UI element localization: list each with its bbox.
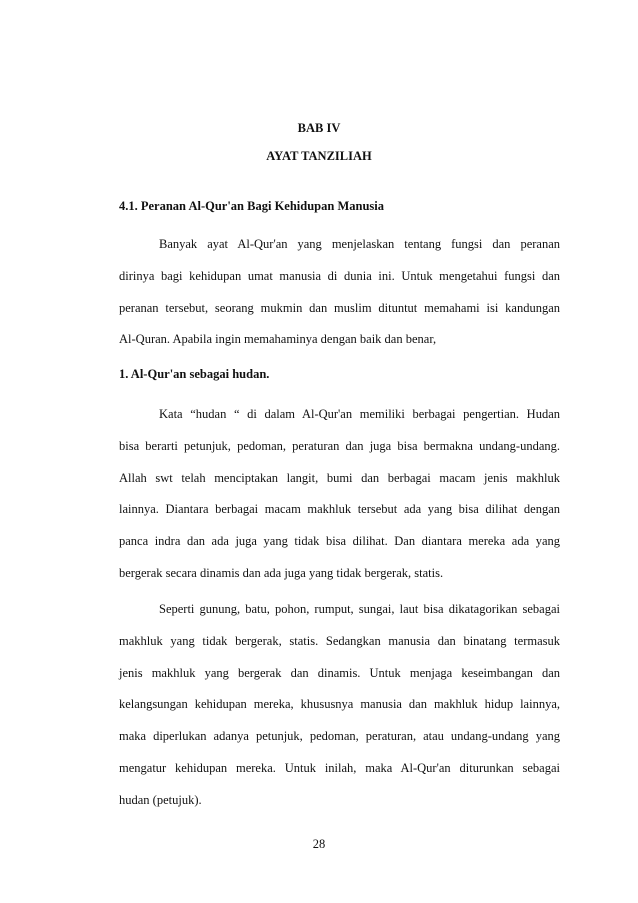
text-line: bergerak secara dinamis dan ada juga yang tidak bergerak, statis. bbox=[119, 565, 444, 580]
text-line: peranan tersebut, seorang mukmin dan muslim dituntut memahami isi kandungan bbox=[119, 300, 560, 315]
subsection-heading: 1. Al-Qur'an sebagai hudan. bbox=[119, 367, 270, 381]
text-line: mengatur kehidupan mereka. Untuk inilah, maka Al-Qur'an diturunkan sebagai bbox=[119, 760, 560, 775]
text-line: lainnya. Diantara berbagai macam makhluk tersebut ada yang bisa dilihat dengan bbox=[119, 502, 560, 517]
text-line: Seperti gunung, batu, pohon, rumput, sungai, laut bisa dikatagorikan sebagai bbox=[159, 602, 560, 616]
text-line: Al-Quran. Apabila ingin memahaminya dengan baik dan benar, bbox=[119, 332, 437, 347]
text-line: Allah swt telah menciptakan langit, bumi dan berbagai macam jenis makhluk bbox=[119, 470, 560, 485]
chapter-title: AYAT TANZILIAH bbox=[266, 149, 372, 163]
chapter-label: BAB IV bbox=[297, 121, 341, 135]
paragraph-2 bbox=[119, 406, 560, 597]
section-heading: 4.1. Peranan Al-Qur'an Bagi Kehidupan Manusia bbox=[119, 199, 384, 213]
text-line: hudan (petujuk). bbox=[119, 792, 202, 807]
text-line: Banyak ayat Al-Qur'an yang menjelaskan tentang fungsi dan peranan bbox=[159, 237, 560, 251]
text-line: kelangsungan kehidupan mereka, khususnya manusia dan makhluk hidup lainnya, bbox=[119, 697, 560, 712]
paragraph-1 bbox=[119, 236, 560, 363]
text-line: dirinya bagi kehidupan umat manusia di dunia ini. Untuk mengetahui fungsi dan bbox=[119, 268, 560, 283]
text-line: bisa berarti petunjuk, pedoman, peraturan dan juga bisa bermakna undang-undang. bbox=[119, 438, 560, 453]
paragraph-3 bbox=[119, 601, 560, 824]
text-line: maka diperlukan adanya petunjuk, pedoman, peraturan, atau undang-undang yang bbox=[119, 729, 560, 744]
text-line: makhluk yang tidak bergerak, statis. Sedangkan manusia dan binatang termasuk bbox=[119, 633, 560, 648]
page-number: 28 bbox=[312, 837, 326, 851]
text-line: Kata “hudan “ di dalam Al-Qur'an memiliki berbagai pengertian. Hudan bbox=[159, 407, 560, 421]
text-line: jenis makhluk yang bergerak dan dinamis. Untuk menjaga keseimbangan dan bbox=[119, 665, 560, 680]
text-line: panca indra dan ada juga yang tidak bisa dilihat. Dan diantara mereka ada yang bbox=[119, 534, 560, 549]
